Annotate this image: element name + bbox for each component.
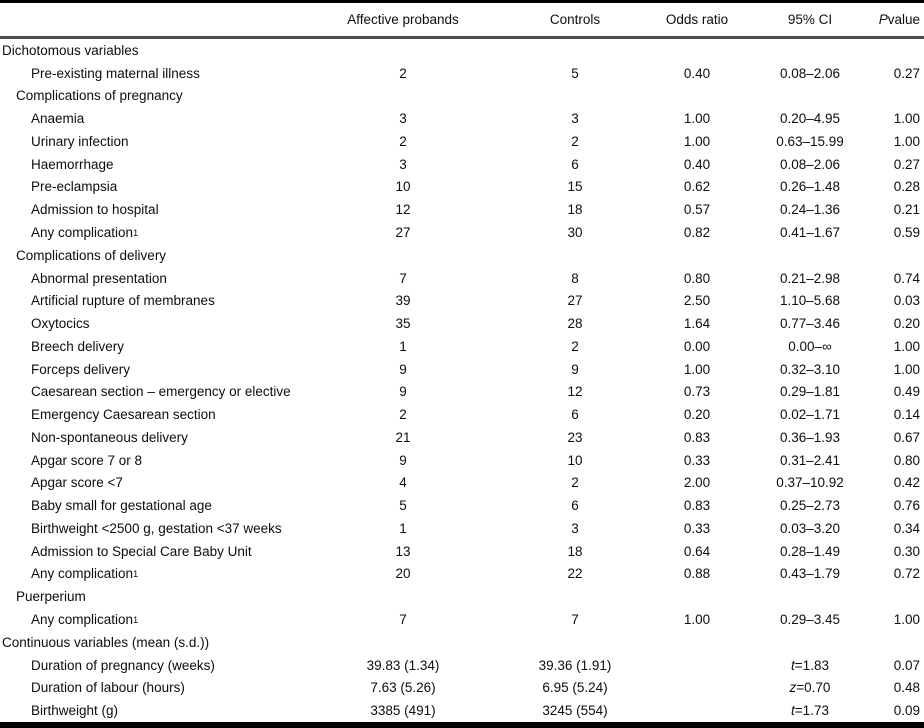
- row-label: [0, 498, 333, 513]
- table-row: [0, 540, 924, 563]
- row-label-text: Dichotomous variables: [2, 42, 139, 58]
- cell-odds-ratio: 0.64: [683, 543, 711, 559]
- cell-affective-probands: 27: [395, 225, 411, 240]
- row-label-text: Duration of labour (hours): [31, 680, 185, 696]
- table-row: [0, 176, 924, 199]
- col-header-odds-ratio: Odds ratio: [665, 12, 729, 27]
- row-label: [0, 248, 333, 263]
- cell-p-value: 0.42: [893, 475, 920, 491]
- table-row: [0, 380, 924, 403]
- row-label: [0, 453, 333, 468]
- bottom-rule: [0, 722, 924, 728]
- cell-ci-text: 0.08–2.06: [779, 65, 841, 81]
- cell-controls: 28: [567, 316, 583, 332]
- cell-controls: 9: [571, 361, 579, 377]
- cell-p-value: 0.07: [893, 657, 920, 673]
- table-row: [0, 699, 924, 722]
- stat-symbol: t: [791, 657, 795, 673]
- cell-ci-text: 0.43–1.79: [779, 566, 841, 582]
- cell-ci-text: =1.83: [794, 657, 829, 673]
- cell-affective-probands: 2: [399, 407, 407, 423]
- cell-ci-text: 0.08–2.06: [779, 156, 841, 172]
- row-label-text: Birthweight (g): [31, 703, 119, 719]
- row-label: [0, 680, 333, 695]
- row-label-text: Artificial rupture of membranes: [31, 293, 215, 309]
- table-row: [0, 107, 924, 130]
- cell-95-ci: [717, 134, 903, 149]
- row-label: [0, 339, 333, 354]
- table-row: [0, 358, 924, 381]
- row-label-text: Admission to hospital: [31, 202, 159, 218]
- cell-controls: 6: [571, 498, 579, 514]
- cell-controls: 8: [571, 270, 579, 286]
- cell-controls: 10: [567, 452, 583, 468]
- cell-p-value: 0.48: [893, 680, 920, 696]
- cell-odds-ratio: 0.73: [683, 384, 711, 400]
- row-label-text: Any complication: [31, 566, 134, 582]
- cell-affective-probands: 3: [399, 111, 407, 127]
- cell-affective-probands: 2: [399, 65, 407, 81]
- cell-controls: 7: [571, 612, 579, 628]
- cell-95-ci: [717, 202, 903, 217]
- table-row: [0, 676, 924, 699]
- cell-95-ci: [717, 521, 903, 536]
- cell-odds-ratio: 0.57: [683, 202, 711, 218]
- cell-p-value: 0.80: [893, 452, 920, 468]
- cell-ci-text: 0.03–3.20: [779, 520, 841, 536]
- cell-p-value: 0.72: [893, 566, 920, 582]
- cell-affective-probands: 5: [399, 498, 407, 514]
- row-label: [0, 66, 333, 81]
- row-label-text: Admission to Special Care Baby Unit: [31, 543, 252, 559]
- cell-ci-text: 1.10–5.68: [779, 293, 841, 309]
- cell-p-value: 0.74: [893, 270, 920, 286]
- cell-odds-ratio: 0.40: [683, 156, 711, 172]
- cell-95-ci: [717, 293, 903, 308]
- row-label-text: Oxytocics: [31, 316, 90, 332]
- cell-affective-probands: 12: [395, 202, 411, 218]
- cell-95-ci: [717, 316, 903, 331]
- cell-controls: 3245 (554): [542, 703, 608, 719]
- row-label-text: Abnormal presentation: [31, 270, 167, 286]
- cell-affective-probands: 7.63 (5.26): [370, 680, 436, 696]
- cell-95-ci: [717, 544, 903, 559]
- cell-affective-probands: 1: [399, 520, 407, 536]
- table-row: [0, 85, 924, 108]
- cell-95-ci: [717, 612, 903, 627]
- cell-odds-ratio: 0.20: [683, 407, 711, 423]
- cell-ci-text: 0.29–1.81: [779, 384, 841, 400]
- cell-odds-ratio: 0.00: [683, 338, 711, 354]
- row-label-text: Anaemia: [31, 111, 85, 127]
- cell-ci-text: =0.70: [796, 680, 831, 696]
- row-label-text: Pre-eclampsia: [31, 179, 118, 195]
- cell-95-ci: [717, 339, 903, 354]
- cell-odds-ratio: 1.64: [683, 316, 711, 332]
- table-row: [0, 312, 924, 335]
- table-row: [0, 403, 924, 426]
- cell-p-value: 0.27: [893, 65, 920, 81]
- table-body: [0, 39, 924, 722]
- stat-symbol: t: [791, 703, 795, 719]
- col-header-affective-probands: Affective probands: [347, 12, 459, 27]
- row-label: [0, 635, 333, 650]
- cell-p-value: 0.03: [893, 293, 920, 309]
- cell-p-value: 0.27: [893, 156, 920, 172]
- table-row: [0, 494, 924, 517]
- cell-p-value: 1.00: [893, 338, 920, 354]
- cell-controls: 18: [567, 202, 583, 218]
- cell-controls: 12: [567, 384, 583, 400]
- cell-controls: 6: [571, 407, 579, 423]
- cell-odds-ratio: 0.83: [683, 498, 711, 514]
- cell-odds-ratio: 0.33: [683, 520, 711, 536]
- cell-p-value: 0.34: [893, 520, 920, 536]
- table-row: [0, 335, 924, 358]
- cell-95-ci: [717, 111, 903, 126]
- row-label: [0, 111, 333, 126]
- cell-controls: 6.95 (5.24): [542, 680, 608, 696]
- table-row: [0, 426, 924, 449]
- row-label-text: Forceps delivery: [31, 361, 131, 377]
- cell-p-value: 0.14: [893, 407, 920, 423]
- cell-affective-probands: 10: [395, 179, 411, 195]
- row-label-text: Any complication: [31, 225, 134, 240]
- cell-controls: 2: [571, 133, 579, 149]
- table-row: [0, 585, 924, 608]
- cell-affective-probands: 9: [399, 452, 407, 468]
- cell-odds-ratio: 0.62: [683, 179, 711, 195]
- table-row: [0, 221, 924, 244]
- row-label-text: Birthweight <2500 g, gestation <37 weeks: [31, 520, 282, 536]
- cell-95-ci: [717, 453, 903, 468]
- cell-ci-text: 0.37–10.92: [776, 475, 844, 491]
- table-row: [0, 654, 924, 677]
- row-label-text: Continuous variables (mean (s.d.)): [2, 634, 210, 650]
- cell-affective-probands: 39: [395, 293, 411, 309]
- cell-odds-ratio: 0.83: [683, 429, 711, 445]
- row-label: [0, 430, 333, 445]
- cell-95-ci: [717, 680, 903, 695]
- cell-affective-probands: 7: [399, 612, 407, 628]
- cell-p-value: 0.59: [893, 225, 920, 240]
- cell-controls: 27: [567, 293, 583, 309]
- cell-odds-ratio: 2.50: [683, 293, 711, 309]
- cell-controls: 3: [571, 520, 579, 536]
- cell-affective-probands: 39.83 (1.34): [366, 657, 440, 673]
- cell-95-ci: [717, 66, 903, 81]
- row-label-text: Complications of pregnancy: [16, 88, 183, 104]
- row-label: Any complication 1: [31, 225, 139, 240]
- cell-ci-text: 0.20–4.95: [779, 111, 841, 127]
- cell-affective-probands: 1: [399, 338, 407, 354]
- cell-95-ci: [717, 430, 903, 445]
- table-row: [0, 449, 924, 472]
- col-header-95-ci: 95% CI: [787, 12, 833, 27]
- cell-p-value: 0.30: [893, 543, 920, 559]
- cell-p-value: 0.76: [893, 498, 920, 514]
- cell-95-ci: [717, 658, 903, 673]
- row-label-text: Non-spontaneous delivery: [31, 429, 188, 445]
- stat-symbol: z: [789, 680, 797, 696]
- cell-95-ci: [717, 362, 903, 377]
- table-header: [0, 3, 924, 36]
- table-row: [0, 244, 924, 267]
- row-label: [0, 179, 333, 194]
- cell-affective-probands: 9: [399, 384, 407, 400]
- cell-95-ci: [717, 407, 903, 422]
- cell-controls: 3: [571, 111, 579, 127]
- p-value-italic: P: [878, 12, 888, 27]
- table-row: [0, 472, 924, 495]
- row-label-text: Duration of pregnancy (weeks): [31, 657, 215, 673]
- cell-ci-text: 0.63–15.99: [776, 133, 844, 149]
- row-label-text: Caesarean section – emergency or elective: [31, 384, 291, 400]
- cell-odds-ratio: 1.00: [683, 612, 711, 628]
- row-label: [0, 134, 333, 149]
- cell-ci-text: =1.73: [794, 703, 829, 719]
- col-header-controls: Controls: [549, 12, 601, 27]
- cell-affective-probands: 2: [399, 133, 407, 149]
- cell-95-ci: [717, 498, 903, 513]
- cell-controls: 39.36 (1.91): [538, 657, 612, 673]
- cell-controls: 18: [567, 543, 583, 559]
- cell-affective-probands: 13: [395, 543, 411, 559]
- cell-ci-text: 0.32–3.10: [779, 361, 841, 377]
- row-label: [0, 407, 333, 422]
- row-label: [0, 43, 333, 58]
- cell-ci-text: 0.24–1.36: [779, 202, 841, 218]
- cell-ci-text: 0.02–1.71: [779, 407, 841, 423]
- row-label: [0, 384, 333, 399]
- row-label-text: Puerperium: [16, 589, 86, 605]
- cell-p-value: 0.28: [893, 179, 920, 195]
- cell-affective-probands: 3385 (491): [370, 703, 436, 719]
- cell-ci-text: 0.77–3.46: [779, 316, 841, 332]
- row-label: [0, 703, 333, 718]
- cell-controls: 2: [571, 338, 579, 354]
- cell-p-value: 1.00: [893, 361, 920, 377]
- cell-affective-probands: 9: [399, 361, 407, 377]
- cell-odds-ratio: 0.40: [683, 65, 711, 81]
- table-row: [0, 563, 924, 586]
- cell-p-value: 0.49: [893, 384, 920, 400]
- cell-controls: 23: [567, 429, 583, 445]
- row-label-text: Emergency Caesarean section: [31, 407, 216, 423]
- row-label: Any complication 1: [31, 566, 139, 582]
- cell-odds-ratio: 0.80: [683, 270, 711, 286]
- cell-controls: 22: [567, 566, 583, 582]
- table-row: [0, 130, 924, 153]
- p-value-rest: value: [887, 12, 920, 27]
- cell-ci-text: 0.25–2.73: [779, 498, 841, 514]
- cell-ci-text: 0.36–1.93: [779, 429, 841, 445]
- table-row: [0, 631, 924, 654]
- row-label: [0, 271, 333, 286]
- cell-odds-ratio: 2.00: [683, 475, 711, 491]
- cell-95-ci: [717, 179, 903, 194]
- table-row: [0, 198, 924, 221]
- row-label-text: Complications of delivery: [16, 247, 167, 263]
- row-label: [0, 475, 333, 490]
- row-label: [0, 544, 333, 559]
- row-label: [0, 293, 333, 308]
- cell-odds-ratio: 1.00: [683, 133, 711, 149]
- cell-ci-text: 0.21–2.98: [779, 270, 841, 286]
- table-row: [0, 608, 924, 631]
- row-label: [0, 202, 333, 217]
- row-label-text: Breech delivery: [31, 338, 125, 354]
- cell-odds-ratio: 1.00: [683, 361, 711, 377]
- cell-affective-probands: 21: [395, 429, 411, 445]
- cell-95-ci: [717, 566, 903, 581]
- cell-affective-probands: 3: [399, 156, 407, 172]
- row-label: [0, 362, 333, 377]
- row-label-text: Baby small for gestational age: [31, 498, 212, 514]
- cell-ci-text: 0.41–1.67: [779, 225, 841, 240]
- row-label-text: Pre-existing maternal illness: [31, 65, 200, 81]
- cell-95-ci: [717, 703, 903, 718]
- cell-ci-text: 0.29–3.45: [779, 612, 841, 628]
- cell-95-ci: [717, 475, 903, 490]
- row-label-text: Haemorrhage: [31, 156, 114, 172]
- cell-affective-probands: 7: [399, 270, 407, 286]
- cell-p-value: 1.00: [893, 133, 920, 149]
- cell-affective-probands: 35: [395, 316, 411, 332]
- cell-controls: 5: [571, 65, 579, 81]
- table-row: [0, 289, 924, 312]
- cell-controls: 2: [571, 475, 579, 491]
- cell-controls: 6: [571, 156, 579, 172]
- cell-controls: 15: [567, 179, 583, 195]
- cell-p-value: 0.67: [893, 429, 920, 445]
- table-row: [0, 39, 924, 62]
- row-label-text: Urinary infection: [31, 133, 129, 149]
- cell-95-ci: [717, 271, 903, 286]
- cell-odds-ratio: 0.88: [683, 566, 711, 582]
- table-row: [0, 267, 924, 290]
- cell-ci-text: 0.28–1.49: [779, 543, 841, 559]
- cell-controls: 30: [567, 225, 583, 240]
- cell-affective-probands: 4: [399, 475, 407, 491]
- cell-p-value: 0.21: [893, 202, 920, 218]
- col-header-p-value: [878, 12, 924, 27]
- row-label: [0, 157, 333, 172]
- row-label-text: Any complication: [31, 612, 134, 628]
- cell-95-ci: [717, 225, 903, 240]
- cell-affective-probands: 20: [395, 566, 411, 582]
- cell-p-value: 1.00: [893, 111, 920, 127]
- row-label-text: Apgar score 7 or 8: [31, 452, 143, 468]
- cell-p-value: 0.20: [893, 316, 920, 332]
- row-label-text: Apgar score <7: [31, 475, 123, 491]
- cell-95-ci: [717, 157, 903, 172]
- cell-p-value: 0.09: [893, 703, 920, 719]
- row-label: [0, 316, 333, 331]
- row-label: [0, 521, 333, 536]
- row-label: [0, 88, 333, 103]
- cell-odds-ratio: 0.33: [683, 452, 711, 468]
- cell-95-ci: [717, 384, 903, 399]
- cell-p-value: 1.00: [893, 612, 920, 628]
- row-label: [0, 589, 333, 604]
- cell-ci-text: 0.26–1.48: [779, 179, 841, 195]
- table-row: [0, 153, 924, 176]
- row-label: Any complication 1: [31, 612, 139, 628]
- cell-ci-text: 0.31–2.41: [779, 452, 841, 468]
- table-row: [0, 517, 924, 540]
- row-label: [0, 658, 333, 673]
- table-row: [0, 62, 924, 85]
- cell-odds-ratio: 1.00: [683, 111, 711, 127]
- cell-odds-ratio: 0.82: [683, 225, 711, 240]
- cell-ci-text: 0.00–∞: [788, 338, 832, 354]
